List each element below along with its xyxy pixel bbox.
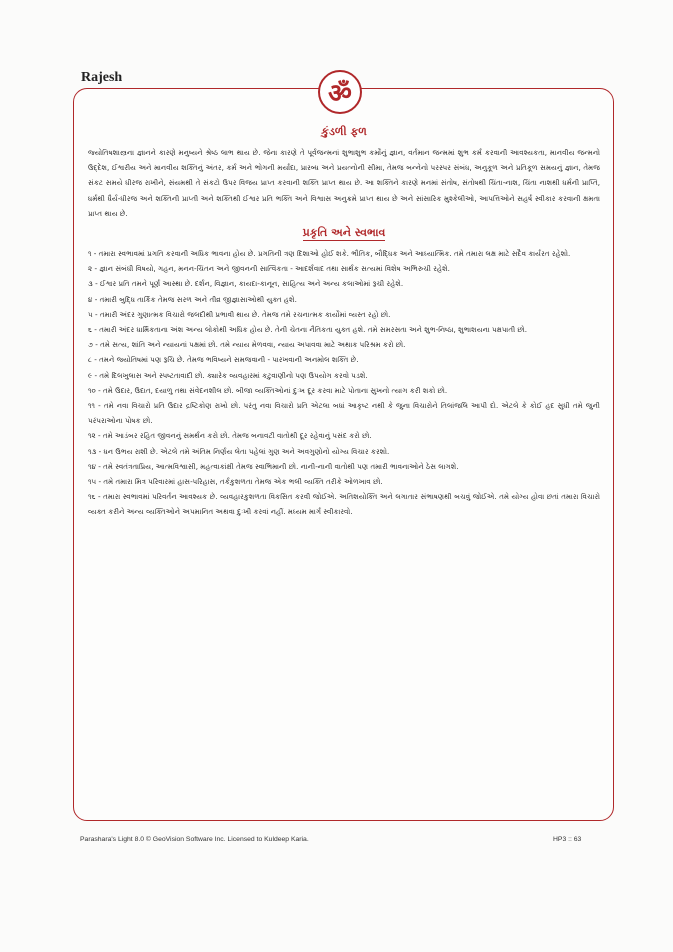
list-item: ૧૦ - તમે ઉદાર, ઉદાત, દયાળુ તથા સંવેદનશીલ છો. બીજા વ્યક્તિઓનાં દુઃખ દૂર કરવા માટે પોતાના સુખનો ત્યાગ કરી શકો છો.	[88, 385, 448, 395]
footer-copyright: Parashara's Light 8.0 © GeoVision Software Inc. Licensed to Kuldeep Karia.	[80, 836, 309, 843]
footer-page-number: HP3 :: 63	[553, 836, 582, 843]
list-item: ૪ - તમારી બુદ્ધિ તાર્કિક તેમજ સરળ અને તીવ્ર જીજ્ઞાસાઓથી યુક્ત હશે.	[88, 294, 297, 304]
list-item: ૧૪ - તમે સ્વતંત્રતાપ્રિય, આત્મવિશ્વાસી, મહત્વાકાંક્ષી તેમજ સ્વાભિમાની છો. નાની-નાની વાતોથી પણ તમારી ભાવનાઓને ઠેસ લાગશે.	[88, 461, 459, 471]
list-item: ૫ - તમારી અંદર ગુણાત્મક વિચારો જલદીથી પ્રભાવી થાય છે. તેમજ તમે રચનાત્મક કાર્યોમાં વ્યસ્ત રહો છો.	[88, 309, 391, 319]
intro-paragraph: જ્યોતિષશાસ્ત્રના જ્ઞાનને કારણે મનુષ્યને શ્રેષ્ઠ લાભ થાય છે. જેના કારણે તે પૂર્વજન્મનાં શુભાશુભ કર્મોનું જ્ઞાન, વર્તમાન જન્મમાં શુભ કર્મ કરવાની આવશ્યકતા, માનવીય જન્મનો ઉદ્દેશ, ઈશ્વરીય અને માનવીય શક્તિનું અંતર, કર્મ અને ભોગની મર્યાદા, પ્રારબ્ધ અને પ્રયત્નોની સીમા, તેમજ બન્નેનો પરસ્પર સંબંધ, અનુકૂળ અને પ્રતિકૂળ સમયનું જ્ઞાન, તેમજ સંકટ સમયે ધીરજ રાખીને, સંયમથી તે સંકટો ઉપર વિજય પ્રાપ્ત કરવાની શક્તિ પ્રાપ્ત થાય છે. આ શક્તિને કારણે મનમાં સંતોષ, સંતોષથી ચિંતા-નાશ, ચિંતા નાશથી ધર્મની પ્રાપ્તિ, ધર્મથી ધૈર્ય-ધીરજ અને શક્તિની પ્રાપ્તી અને શક્તિથી ઈશ્વર પ્રતિ ભક્તિ અને વિશ્વાસ અનુક્રમે પ્રાપ્ત થાય છે અને સાંસારિક મુશ્કેલીઓ, આપત્તિઓને સહર્ષ સ્વીકાર કરવાની ક્ષમતા પ્રાપ્ત થાય છે.	[88, 148, 600, 218]
section-title-prakriti-text: પ્રકૃતિ અને સ્વભાવ	[302, 226, 386, 240]
list-item: ૯ - તમે દિલખુલાસ અને સ્પષ્ટતાવાદી છો. ક્યારેક વ્યવહારમાં કટુવાણીનો પણ ઉપયોગ કરવો પડશે.	[88, 370, 368, 380]
list-item: ૭ - તમે સત્ય, શાંતિ અને ન્યાયનાં પક્ષમાં છો. તમે ન્યાય મેળવવા, ન્યાય અપાવવા માટે અથાક પરિશ્રમ કરો છો.	[88, 340, 406, 350]
trait-list	[88, 246, 600, 520]
list-item: ૧૩ - ધન ઉભય રાશી છે. એટલે તમે અંતિમ નિર્ણય લેતા પહેલાં ગુણ અને અવગુણોનો યોગ્ય વિચાર કરશો.	[88, 446, 390, 456]
header-name: Rajesh	[81, 70, 123, 85]
list-item: ૧ - તમારા સ્વભાવમાં પ્રગતિ કરવાની અધિક ભાવના હોય છે. પ્રગતિની ત્રણ દિશાઓ હોઈ શકે. ભૌતિક, બૌદ્ધિક અને આધ્યાત્મિક. તમે તમારા લક્ષ માટે સદૈવ કાર્યરત રહેશો.	[88, 249, 571, 259]
section-title-prakriti	[88, 226, 600, 240]
list-item: ૨ - જ્ઞાન સંબંધી વિષયો, ગહન, મનન-ચિંતન અને જીવનની સાત્વિકતા - આદર્શવાદ તથા સાર્થક સત્યમાં વિશેષ અભિરુચી રહેશે.	[88, 264, 450, 274]
list-item: ૧૨ - તમે આડંબર રહિત જીવનનું સમર્થન કરો છો. તેમજ બનાવટી વાતોથી દૂર રહેવાનું પસંદ કરો છો.	[88, 431, 372, 441]
list-item: ૧૬ - તમારા સ્વભાવમાં પરિવર્તન આવશ્યક છે. વ્યવહારકુશળતા વિકસિત કરવી જોઈએ. અતિશયોક્તિ અને લગાતાર સંભાષણથી બચવું જોઈએ. તમે યોગ્ય હોવા છતાં તમારા વિચારો વ્યક્ત કરીને અન્ય વ્યક્તિઓને અપમાનિત અથવા દુઃખી કરવાં નહીં. મધ્યમ માર્ગ સ્વીકારવો.	[88, 492, 600, 517]
list-item: ૧૫ - તમે તમારા મિત્ર પરિવારમાં હાસ-પરિહાસ, તર્કકુશળતા તેમજ એક ભલી વ્યક્તિ તરીકે ઓળખાવ છો.	[88, 477, 383, 487]
list-item: ૬ - તમારી અંદર ધાર્મિકતાના અંશ અન્ય લોકોથી અધિક હોય છે. તેની ચેતના નૈતિકતા યુક્ત હશે. તમે સમરસતા અને શુભ-નિષ્ઠા, શુભાશયના પક્ષપાતી છો.	[88, 325, 528, 335]
list-item: ૮ - તમને જ્યોતિષમાં પણ રૂચિ છે. તેમજ ભવિષ્યને સમજવાની - પારખવાની અનમોલ શક્તિ છે.	[88, 355, 359, 365]
page-content	[88, 125, 600, 520]
om-icon: ॐ	[318, 70, 362, 114]
list-item: ૩ - ઈશ્વર પ્રતિ તમને પૂર્ણ આસ્થા છે. દર્શન, વિજ્ઞાન, કાયદા-કાનૂન, સાહિત્ય અને અન્ય કલાઓમાં રૂચી રહેશે.	[88, 279, 404, 289]
section-title-kundli-fal: કુંડળી ફળ	[321, 125, 367, 138]
list-item: ૧૧ - તમે નવા વિચારો પ્રતિ ઉદાર દ્રષ્ટિકોણ રાખો છો. પરંતુ નવા વિચારો પ્રતિ એટલા બધાં આકૃષ્ટ નથી કે જુના વિચારોને તિલાંજલિ આપી દો. એટલે કે કોઈ હદ સુધી તમે જુની પરંપરાઓના પોષક છો.	[88, 401, 600, 426]
